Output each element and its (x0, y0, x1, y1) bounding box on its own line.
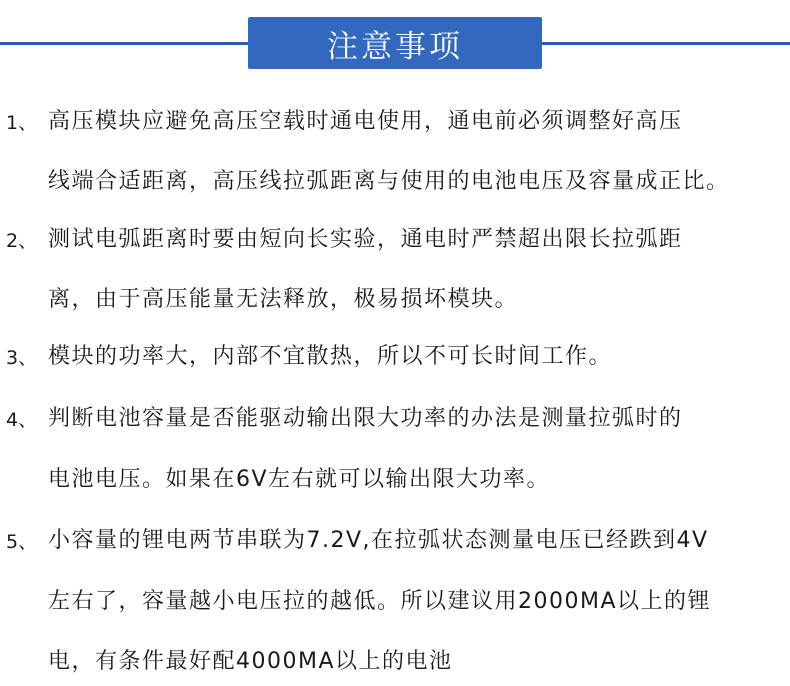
header-line-right (542, 42, 790, 45)
note-number: 1、 (6, 112, 38, 134)
header-banner (248, 17, 542, 69)
note-number: 5、 (6, 531, 38, 553)
note-line: 判断电池容量是否能驱动输出限大功率的办法是测量拉弧时的 (48, 406, 683, 431)
header-line-left (0, 42, 248, 45)
note-line: 电，有条件最好配4000MA以上的电池 (48, 649, 453, 674)
note-line: 左右了，容量越小电压拉的越低。所以建议用2000MA以上的锂 (48, 589, 712, 614)
note-line: 模块的功率大，内部不宜散热，所以不可长时间工作。 (48, 344, 613, 369)
page-title: 注意事项 (327, 28, 463, 65)
note-line: 测试电弧距离时要由短向长实验，通电时严禁超出限长拉弧距 (48, 227, 683, 252)
note-number: 3、 (6, 347, 38, 369)
note-number: 4、 (6, 409, 38, 431)
note-number: 2、 (6, 230, 38, 252)
note-line: 小容量的锂电两节串联为7.2V,在拉弧状态测量电压已经跌到4V (48, 528, 709, 553)
note-line: 高压模块应避免高压空载时通电使用，通电前必须调整好高压 (48, 109, 683, 134)
note-line: 离，由于高压能量无法释放，极易损坏模块。 (48, 287, 519, 312)
note-line: 线端合适距离，高压线拉弧距离与使用的电池电压及容量成正比。 (48, 169, 730, 194)
note-line: 电池电压。如果在6V左右就可以输出限大功率。 (48, 467, 551, 492)
